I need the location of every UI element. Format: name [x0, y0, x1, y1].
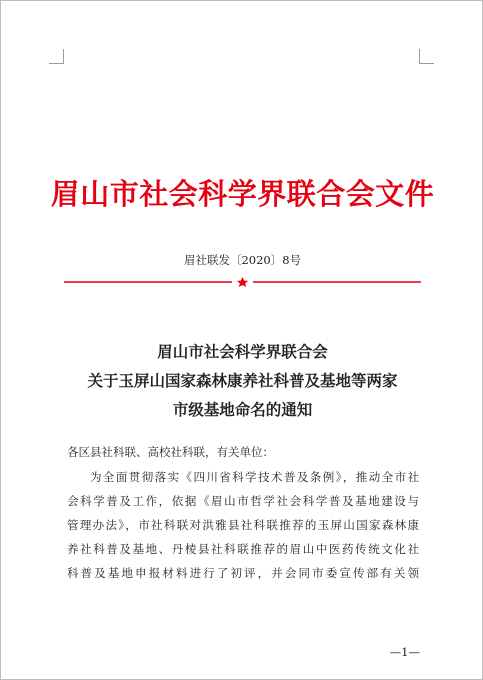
addressee: 各区县社科联、高校社科联，有关单位： — [67, 445, 274, 459]
issuing-organization-title: 眉山市社会科学界联合会文件 — [50, 177, 435, 211]
crop-mark-top-right — [419, 49, 434, 64]
red-star-icon — [237, 277, 248, 287]
notice-heading-line-2: 关于玉屏山国家森林康养社科普及基地等两家 — [87, 372, 398, 390]
body-text-line: 为全面贯彻落实《四川省科学技术普及条例》，推动全市社 — [90, 470, 419, 484]
notice-heading-line-3: 市级基地命名的通知 — [172, 401, 313, 419]
body-text-line: 会科学普及工作，依据《眉山市哲学社会科学普及基地建设与 — [67, 494, 419, 508]
page-number: —1— — [389, 645, 420, 659]
crop-mark-top-left — [49, 49, 64, 64]
red-separator-line — [64, 277, 421, 287]
notice-heading-line-1: 眉山市社会科学界联合会 — [157, 343, 328, 361]
document-number: 眉社联发〔2020〕8号 — [183, 253, 302, 267]
body-text-line: 养社科普及基地、丹棱县社科联推荐的眉山中医药传统文化社 — [67, 542, 419, 556]
body-text-line: 科普及基地申报材料进行了初评，并会同市委宣传部有关领 — [67, 566, 419, 580]
body-text-line: 管理办法》，市社科联对洪雅县社科联推荐的玉屏山国家森林康 — [67, 518, 419, 532]
